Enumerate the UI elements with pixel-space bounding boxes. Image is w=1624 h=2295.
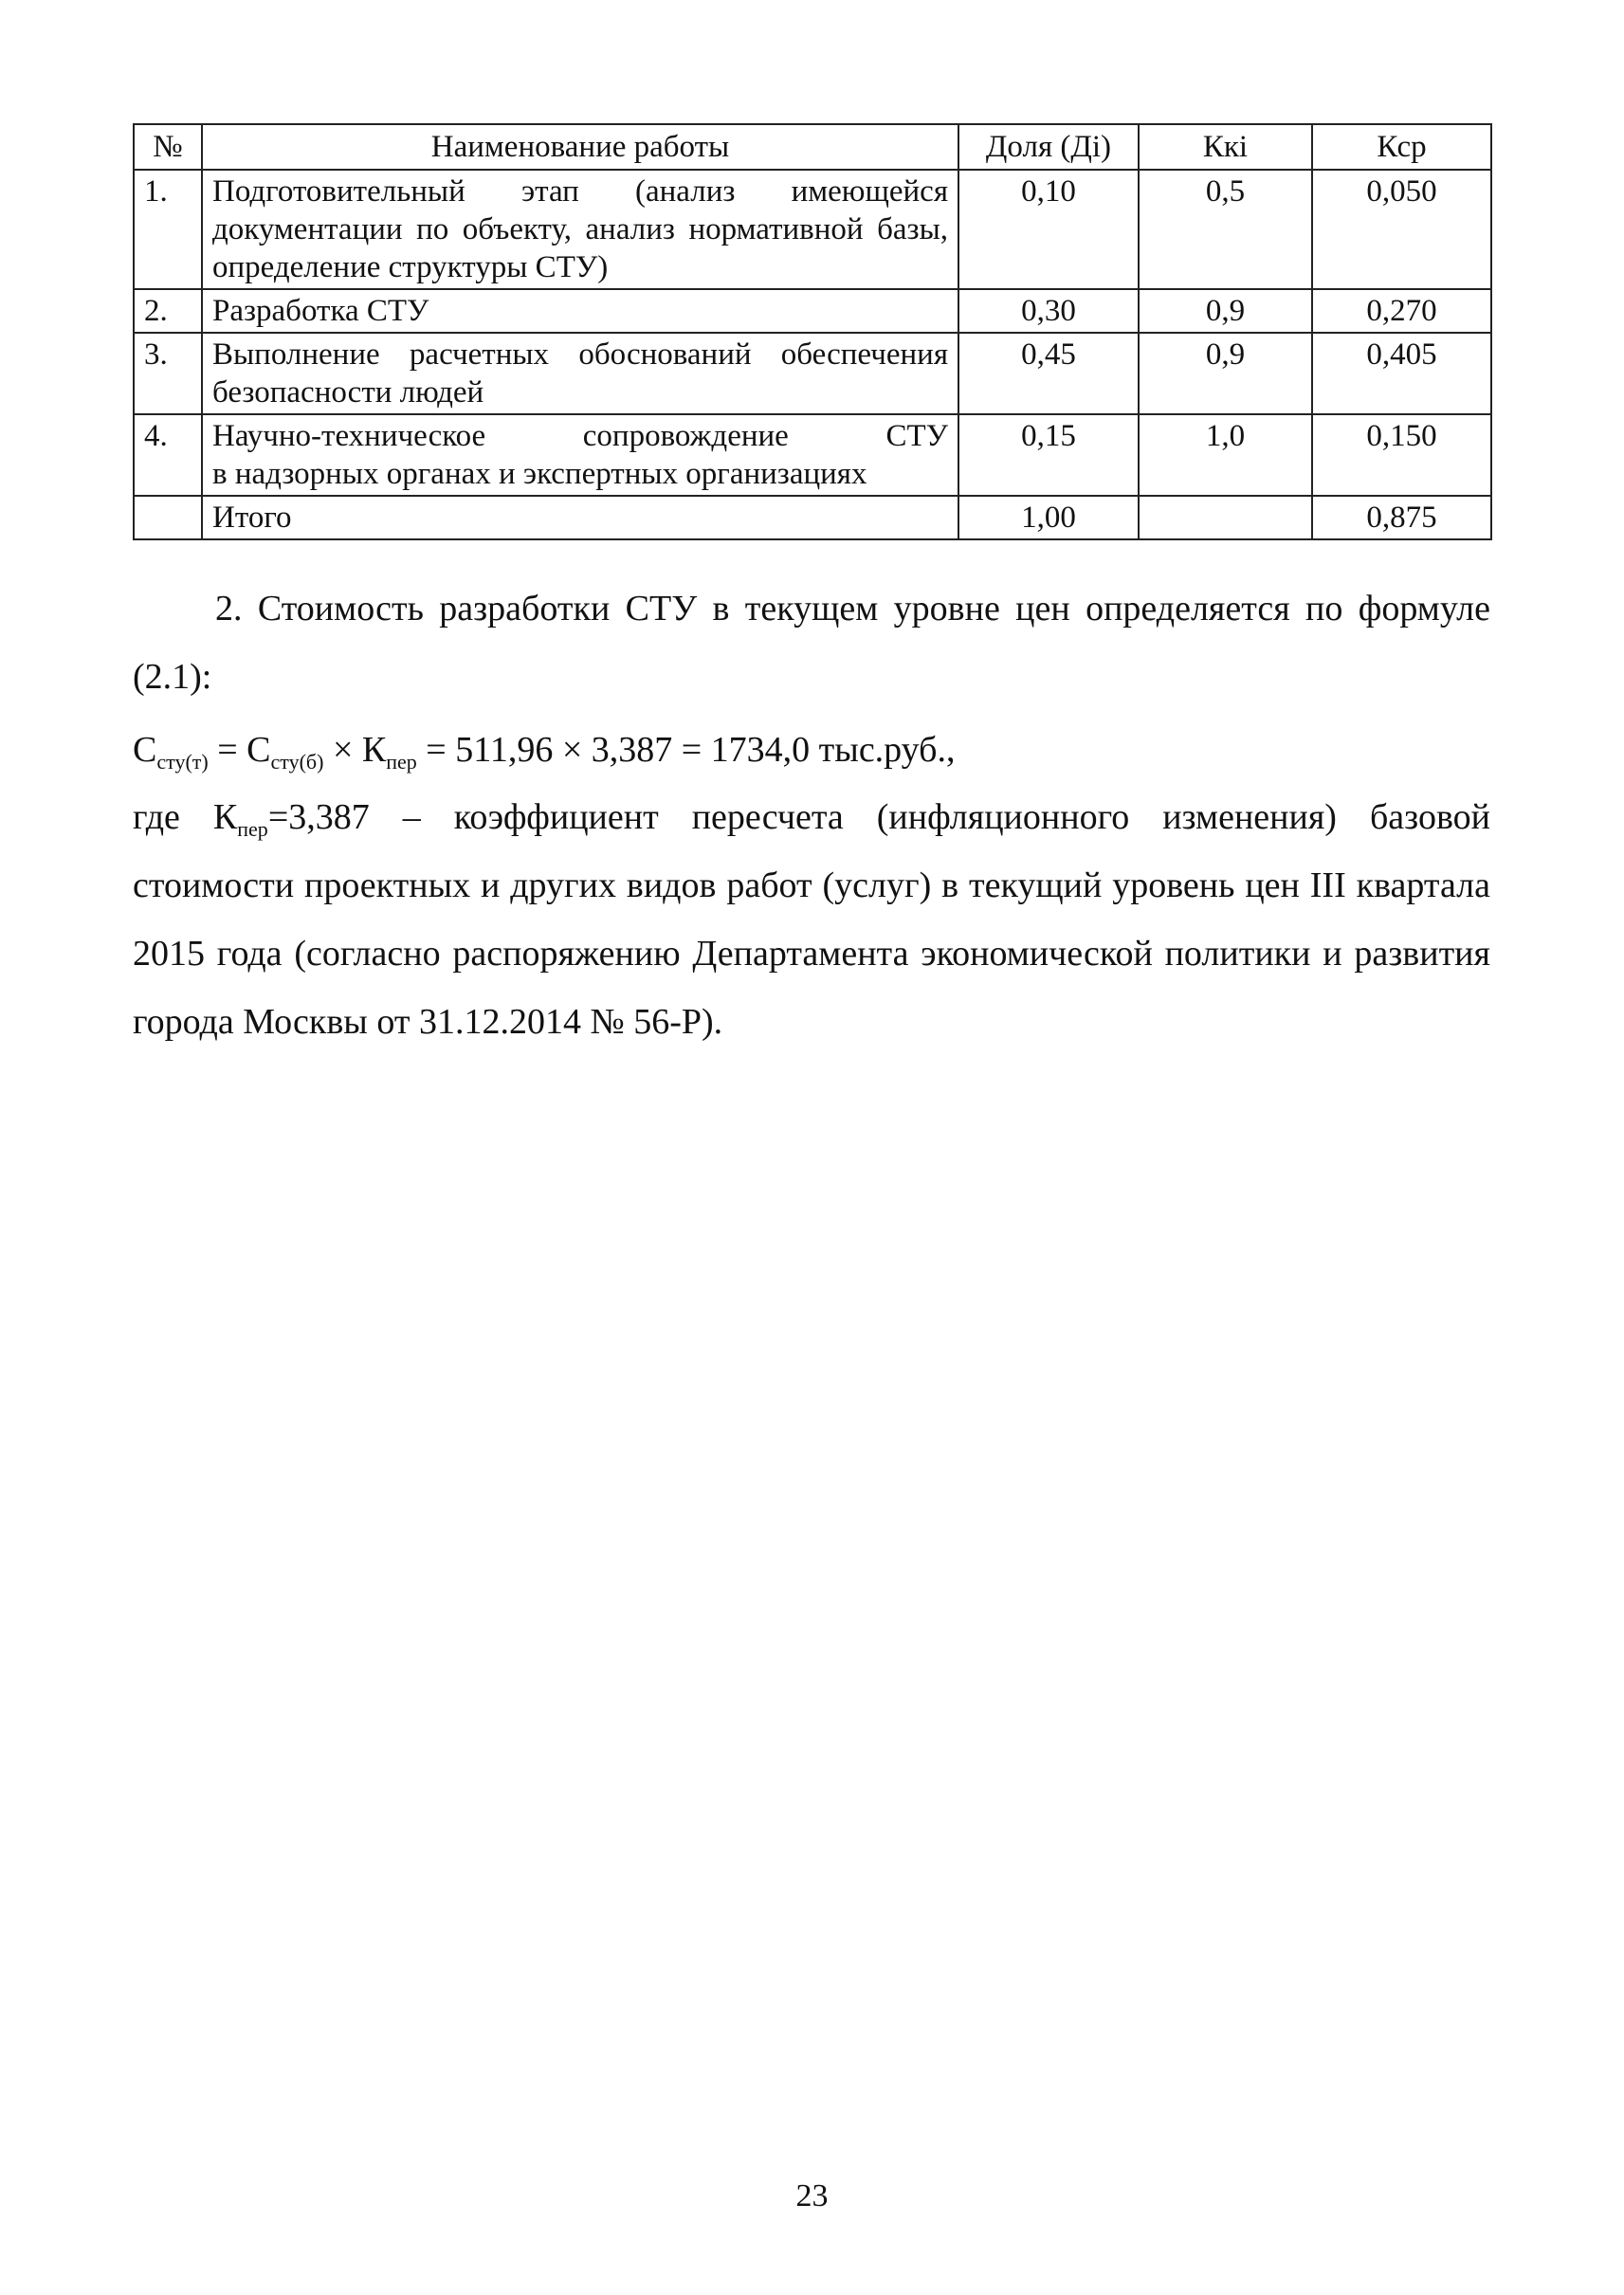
table-row [134,170,1491,289]
row-number: 1. [134,170,202,289]
row-number: 3. [134,333,202,414]
formula-result: = 511,96 × 3,387 = 1734,0 тыс.руб., [416,730,956,770]
row-number: 2. [134,289,202,333]
formula-subscript: сту(б) [270,750,324,774]
coefficient-paragraph [133,783,1490,1056]
header-share: Доля (Дi) [958,124,1139,170]
row-work-name: Разработка СТУ [202,289,958,333]
row-number: 4. [134,414,202,496]
header-kki: Ккi [1139,124,1312,170]
row-work-name: Подготовительный этап (анализ имеющейся документации по объекту, анализ нормативной базы, определение структуры СТУ) [202,170,958,289]
formula-symbol: К [361,730,387,770]
formula-operator: = [208,730,247,770]
coefficient-text: =3,387 – коэффициент пересчета (инфляционного изменения) базовой стоимости проектных и других видов работ (услуг) в текущий уровень цен III квартала 2015 года (согласно распоряжению Департамента экономической политики и развития города Москвы от 31.12.2014 № 56-Р). [133,797,1490,1042]
work-share-table [133,123,1492,540]
coefficient-subscript: пер [237,817,268,841]
header-number: № [134,124,202,170]
row-ksr: 0,050 [1312,170,1491,289]
header-work-name: Наименование работы [202,124,958,170]
page-number: 23 [795,2178,829,2213]
formula-operator: × [323,730,362,770]
row-share: 0,30 [958,289,1139,333]
total-kki [1139,496,1312,539]
row-ksr: 0,270 [1312,289,1491,333]
row-kki: 0,9 [1139,289,1312,333]
cost-paragraph: 2. Стоимость разработки СТУ в текущем уровне цен определяется по формуле (2.1): [133,589,1490,697]
row-work-name-line2: в надзорных органах и экспертных организациях [212,457,867,491]
row-kki: 0,5 [1139,170,1312,289]
formula-subscript: сту(т) [156,750,209,774]
table-header-row [134,124,1491,170]
row-work-name-line1: Научно-техническое сопровождение СТУ [212,419,948,453]
row-kki: 1,0 [1139,414,1312,496]
total-ksr: 0,875 [1312,496,1491,539]
row-work-name [202,414,958,496]
row-ksr: 0,150 [1312,414,1491,496]
formula-symbol: С [246,730,271,770]
cost-formula [133,716,1490,784]
formula-subscript: пер [386,750,417,774]
table-total-row [134,496,1491,539]
total-number [134,496,202,539]
coefficient-lead: где К [133,797,238,837]
row-work-name: Выполнение расчетных обоснований обеспечения безопасности людей [202,333,958,414]
row-kki: 0,9 [1139,333,1312,414]
table-row [134,414,1491,496]
total-label: Итого [202,496,958,539]
table-row [134,289,1491,333]
row-ksr: 0,405 [1312,333,1491,414]
row-share: 0,15 [958,414,1139,496]
row-share: 0,10 [958,170,1139,289]
header-ksr: Кср [1312,124,1491,170]
formula-symbol: С [133,730,157,770]
table-row [134,333,1491,414]
row-share: 0,45 [958,333,1139,414]
total-share: 1,00 [958,496,1139,539]
